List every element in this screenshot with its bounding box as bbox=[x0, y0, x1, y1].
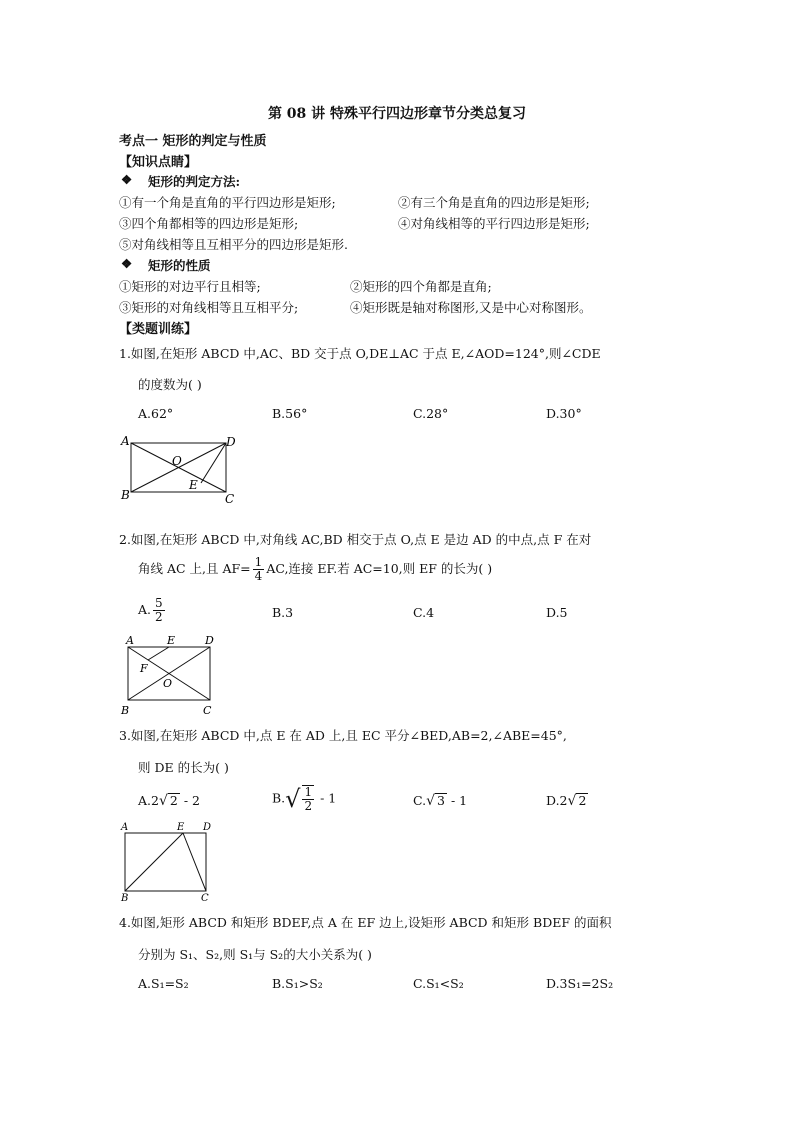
q2-option-d: D.5 bbox=[546, 605, 568, 620]
judge-item: ⑤对角线相等且互相平分的四边形是矩形. bbox=[119, 237, 348, 252]
q1-option-b: B.56° bbox=[272, 406, 308, 421]
question-2-line2 bbox=[138, 556, 492, 583]
q1-option-c: C.28° bbox=[413, 406, 449, 421]
question-4-line2: 分别为 S₁、S₂,则 S₁与 S₂的大小关系为( ) bbox=[138, 947, 372, 962]
point-label: O bbox=[163, 677, 173, 690]
question-1-line1: 1.如图,在矩形 ABCD 中,AC、BD 交于点 O,DE⊥AC 于点 E,∠AOD=124°,则∠CDE bbox=[119, 346, 601, 361]
fraction: $\frac{1}{4}$ bbox=[254, 555, 263, 583]
q1-option-a: A.62° bbox=[138, 406, 174, 421]
point-label: E bbox=[167, 634, 176, 647]
knowledge-heading: 【知识点睛】 bbox=[119, 155, 198, 170]
diamond-bullet-icon: ❖ bbox=[121, 256, 133, 271]
q1-figure bbox=[115, 430, 245, 508]
point-label: E bbox=[177, 822, 185, 833]
question-3-line1: 3.如图,在矩形 ABCD 中,点 E 在 AD 上,且 EC 平分∠BED,AB=2,∠ABE=45°, bbox=[119, 728, 567, 743]
point-label: C bbox=[201, 893, 209, 904]
diamond-bullet-icon: ❖ bbox=[121, 172, 133, 187]
q3-option-a: A.2√ 2 - 2 bbox=[138, 793, 200, 809]
q2-figure bbox=[115, 632, 225, 722]
judge-item: ③四个角都相等的四边形是矩形; bbox=[119, 216, 299, 231]
judge-heading: 矩形的判定方法: bbox=[148, 174, 241, 189]
q2-option-b: B.3 bbox=[272, 605, 294, 620]
question-1-line2: 的度数为( ) bbox=[138, 377, 202, 392]
point-label: D bbox=[226, 435, 236, 449]
point-label: B bbox=[121, 488, 130, 502]
point-label: D bbox=[203, 822, 212, 833]
property-heading: 矩形的性质 bbox=[148, 258, 211, 273]
point-label: D bbox=[205, 634, 214, 647]
q2-text-a: 角线 AC 上,且 AF= bbox=[138, 561, 251, 576]
section-heading: 考点一 矩形的判定与性质 bbox=[119, 134, 267, 149]
point-label: C bbox=[203, 704, 212, 717]
question-3-line2: 则 DE 的长为( ) bbox=[138, 760, 229, 775]
question-4-line1: 4.如图,矩形 ABCD 和矩形 BDEF,点 A 在 EF 边上,设矩形 ABCD 和矩形 BDEF 的面积 bbox=[119, 915, 612, 930]
judge-item: ②有三个角是直角的四边形是矩形; bbox=[398, 195, 590, 210]
q4-option-a: A.S₁=S₂ bbox=[138, 976, 189, 991]
q4-option-c: C.S₁<S₂ bbox=[413, 976, 464, 991]
fraction: $\frac{5}{2}$ bbox=[155, 596, 163, 624]
point-label: A bbox=[121, 434, 130, 448]
q4-option-b: B.S₁>S₂ bbox=[272, 976, 323, 991]
q4-option-d: D.3S₁=2S₂ bbox=[546, 976, 614, 991]
judge-item: ①有一个角是直角的平行四边形是矩形; bbox=[119, 195, 336, 210]
judge-item: ④对角线相等的平行四边形是矩形; bbox=[398, 216, 590, 231]
q3-option-c: C.√ 3 - 1 bbox=[413, 793, 468, 809]
point-label: B bbox=[121, 893, 129, 904]
practice-heading: 【类题训练】 bbox=[119, 322, 198, 337]
point-label: O bbox=[172, 454, 182, 468]
q2-option-a: A. $\frac{5}{2}$ bbox=[138, 596, 163, 624]
q1-option-d: D.30° bbox=[546, 406, 582, 421]
q2-option-c: C.4 bbox=[413, 605, 435, 620]
q3-option-d: D.2√ 2 bbox=[546, 793, 587, 809]
property-item: ③矩形的对角线相等且互相平分; bbox=[119, 300, 299, 315]
point-label: A bbox=[121, 822, 129, 833]
q3-figure bbox=[115, 818, 225, 904]
question-2-line1: 2.如图,在矩形 ABCD 中,对角线 AC,BD 相交于点 O,点 E 是边 AD 的中点,点 F 在对 bbox=[119, 532, 592, 547]
property-item: ②矩形的四个角都是直角; bbox=[350, 279, 492, 294]
q3-option-b: B.√ $\frac{1}{2}$ - 1 bbox=[272, 785, 337, 813]
point-label: E bbox=[189, 478, 198, 492]
point-label: F bbox=[140, 662, 148, 675]
point-label: A bbox=[126, 634, 134, 647]
point-label: C bbox=[225, 492, 235, 506]
property-item: ④矩形既是轴对称图形,又是中心对称图形。 bbox=[350, 300, 592, 315]
q2-text-b: AC,连接 EF.若 AC=10,则 EF 的长为( ) bbox=[266, 561, 493, 576]
property-item: ①矩形的对边平行且相等; bbox=[119, 279, 261, 294]
point-label: B bbox=[121, 704, 130, 717]
page-title: 第 08 讲 特殊平行四边形章节分类总复习 bbox=[267, 106, 527, 122]
